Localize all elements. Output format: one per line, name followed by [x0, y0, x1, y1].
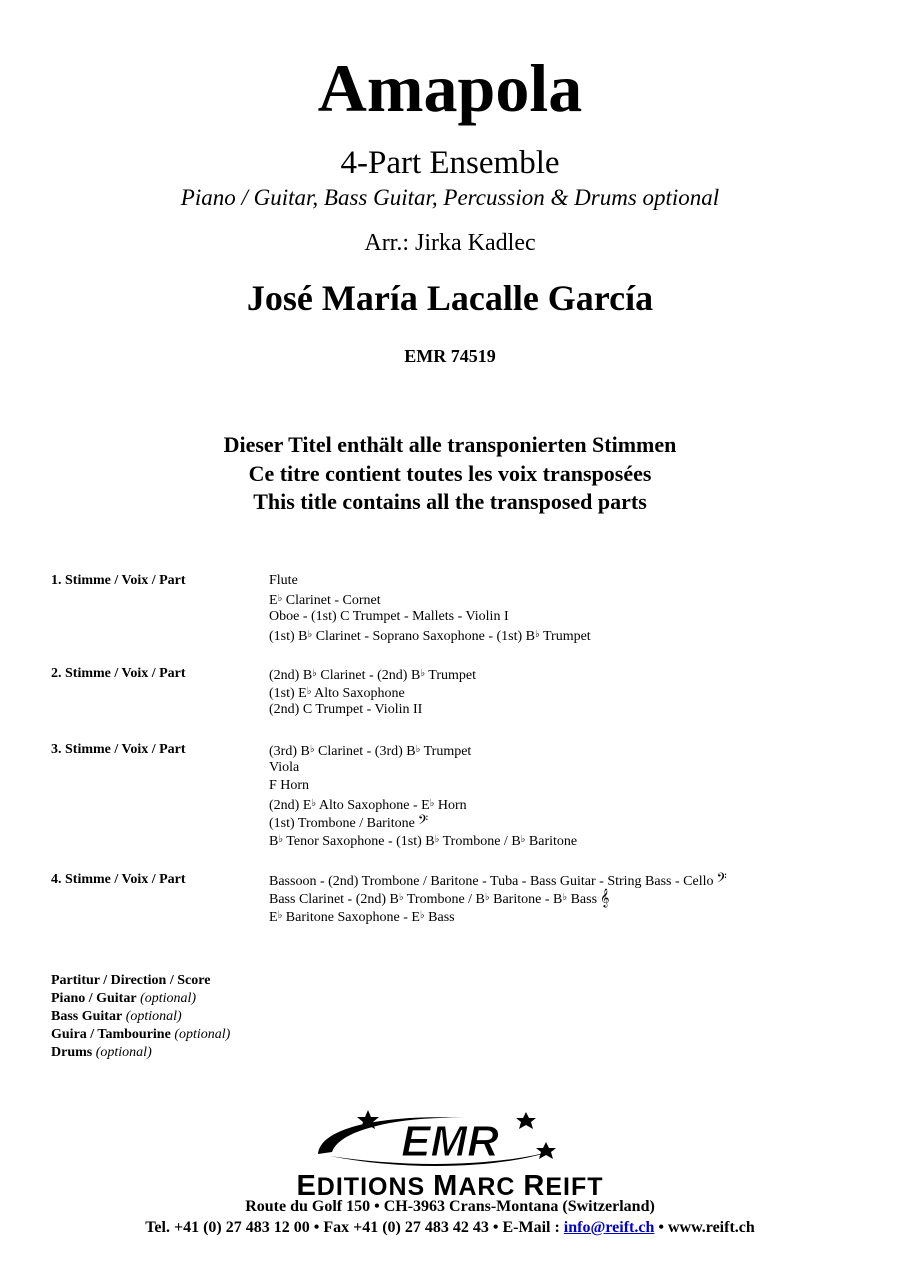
instrument-text: Horn	[434, 798, 467, 813]
instrument-text: Flute	[269, 573, 298, 588]
publisher-initial: E	[296, 1170, 317, 1202]
optional-note: (optional)	[174, 1027, 231, 1042]
flat-sign: ♭	[520, 834, 526, 845]
flat-sign: ♭	[277, 910, 283, 921]
additional-parts	[51, 972, 230, 1062]
star-icon	[516, 1112, 536, 1129]
arranger-credit: Arr.: Jirka Kadlec	[364, 230, 536, 256]
extra-part	[51, 1008, 230, 1026]
contact-website: • www.reift.ch	[654, 1219, 755, 1236]
instrument-line	[269, 759, 577, 777]
instrument-text: Clarinet - (2nd) B	[316, 668, 421, 683]
instrument-text: (1st) E	[269, 686, 307, 701]
instrument-line	[269, 741, 577, 759]
flat-sign: ♭	[311, 798, 317, 809]
instrument-line	[269, 701, 476, 719]
instrument-text: F Horn	[269, 778, 310, 793]
instrument-text: Alto Saxophone - E	[316, 798, 430, 813]
emr-logo	[300, 1106, 600, 1174]
flat-sign: ♭	[419, 910, 425, 921]
publisher-contact	[0, 1218, 900, 1238]
extra-part-name: Guira / Tambourine	[51, 1027, 171, 1042]
instrument-text: Clarinet - Soprano Saxophone - (1st) B	[312, 629, 536, 644]
instrument-text: (1st) Trombone / Baritone	[269, 816, 415, 831]
instrumentation-line: Piano / Guitar, Bass Guitar, Percussion & Drums optional	[180, 185, 720, 210]
instrument-line	[269, 572, 591, 590]
logo-text: EMR	[401, 1117, 499, 1166]
bass-clef-icon: 𝄢	[716, 870, 727, 889]
instrument-text: Alto Saxophone	[311, 686, 405, 701]
part-instruments	[269, 741, 577, 849]
instrument-text: E	[269, 910, 278, 925]
instrument-text: B	[269, 834, 279, 849]
part-instruments	[269, 871, 727, 925]
extra-part	[51, 1026, 230, 1044]
treble-clef-icon: 𝄞	[600, 888, 610, 907]
flat-sign: ♭	[277, 593, 283, 604]
part-label: 4. Stimme / Voix / Part	[51, 872, 186, 887]
instrument-text: (1st) B	[269, 629, 308, 644]
notice-french: Ce titre contient toutes les voix transposées	[248, 460, 652, 486]
flat-sign: ♭	[278, 834, 284, 845]
bass-clef-icon: 𝄢	[417, 812, 429, 831]
score-title: Amapola	[317, 50, 583, 126]
instrument-text: Trombone / B	[403, 892, 485, 907]
optional-note: (optional)	[140, 991, 197, 1006]
instrument-text: Clarinet - Cornet	[282, 593, 381, 608]
publisher-address: Route du Golf 150 • CH-3963 Crans-Montana (Switzerland)	[245, 1198, 655, 1215]
publisher-word: DITIONS	[316, 1173, 434, 1201]
instrument-line	[269, 665, 476, 683]
instrument-text: Baritone Saxophone - E	[282, 910, 420, 925]
publisher-initial: M	[433, 1170, 459, 1202]
star-icon	[536, 1142, 556, 1159]
part-instruments	[269, 665, 476, 719]
instrument-text: Baritone	[525, 834, 578, 849]
instrument-text: Tenor Saxophone - (1st) B	[283, 834, 435, 849]
instrument-line	[269, 777, 577, 795]
flat-sign: ♭	[429, 798, 435, 809]
part-label: 1. Stimme / Voix / Part	[51, 573, 186, 588]
instrument-line	[269, 608, 591, 626]
instrument-line	[269, 813, 577, 831]
instrument-line	[269, 831, 577, 849]
extra-part-name: Drums	[51, 1045, 93, 1060]
notice-german: Dieser Titel enthält alle transponierten Stimmen	[223, 432, 677, 457]
extra-part	[51, 972, 230, 990]
flat-sign: ♭	[309, 744, 315, 755]
notice-english: This title contains all the transposed parts	[253, 489, 647, 514]
extra-part-name: Bass Guitar	[51, 1009, 123, 1024]
instrument-line	[269, 795, 577, 813]
extra-part	[51, 990, 230, 1008]
publisher-initial: R	[523, 1170, 546, 1202]
flat-sign: ♭	[562, 892, 568, 903]
contact-phone-fax: Tel. +41 (0) 27 483 12 00 • Fax +41 (0) 27 483 42 43 • E-Mail :	[145, 1219, 564, 1236]
instrument-text: (2nd) E	[269, 798, 312, 813]
instrument-text: Trumpet	[420, 744, 472, 759]
extra-part-name: Partitur / Direction / Score	[51, 973, 211, 988]
flat-sign: ♭	[420, 668, 426, 679]
instrument-line	[269, 626, 591, 644]
instrument-text: Clarinet - (3rd) B	[314, 744, 416, 759]
extra-part-name: Piano / Guitar	[51, 991, 137, 1006]
ensemble-subtitle: 4-Part Ensemble	[340, 145, 560, 181]
flat-sign: ♭	[307, 629, 313, 640]
instrument-line	[269, 683, 476, 701]
composer-name: José María Lacalle García	[246, 278, 654, 318]
part-instruments	[269, 572, 591, 644]
part-label: 2. Stimme / Voix / Part	[51, 666, 186, 681]
instrument-text: Bass	[424, 910, 455, 925]
instrument-text: Viola	[269, 760, 300, 775]
optional-note: (optional)	[125, 1009, 182, 1024]
part-label: 3. Stimme / Voix / Part	[51, 742, 186, 757]
flat-sign: ♭	[398, 892, 404, 903]
instrument-text: Trombone / B	[439, 834, 521, 849]
instrument-text: Trumpet	[425, 668, 476, 683]
email-link[interactable]: info@reift.ch	[563, 1219, 655, 1236]
instrument-text: Oboe - (1st) C Trumpet - Mallets - Violin I	[269, 609, 509, 624]
publisher-word: ARC	[458, 1173, 524, 1201]
flat-sign: ♭	[484, 892, 490, 903]
instrument-text: (2nd) C Trumpet - Violin II	[269, 702, 423, 717]
instrument-text: Bass Clarinet - (2nd) B	[269, 892, 399, 907]
instrument-text: Bass	[567, 892, 598, 907]
instrument-text: (3rd) B	[269, 744, 310, 759]
flat-sign: ♭	[434, 834, 440, 845]
publisher-word: EIFT	[545, 1173, 604, 1201]
instrument-line	[269, 871, 727, 889]
instrument-text: Baritone - B	[489, 892, 563, 907]
instrument-text: Bassoon - (2nd) Trombone / Baritone - Tuba - Bass Guitar - String Bass - Cello	[269, 874, 714, 889]
instrument-text: (2nd) B	[269, 668, 313, 683]
flat-sign: ♭	[415, 744, 421, 755]
extra-part	[51, 1044, 230, 1062]
optional-note: (optional)	[95, 1045, 152, 1060]
instrument-text: Trumpet	[539, 629, 591, 644]
instrument-line	[269, 907, 727, 925]
flat-sign: ♭	[312, 668, 317, 679]
instrument-text: E	[269, 593, 278, 608]
flat-sign: ♭	[535, 629, 540, 640]
instrument-line	[269, 889, 727, 907]
catalog-number: EMR 74519	[404, 346, 496, 366]
instrument-line	[269, 590, 591, 608]
flat-sign: ♭	[306, 686, 312, 697]
transposition-notice	[0, 431, 900, 517]
